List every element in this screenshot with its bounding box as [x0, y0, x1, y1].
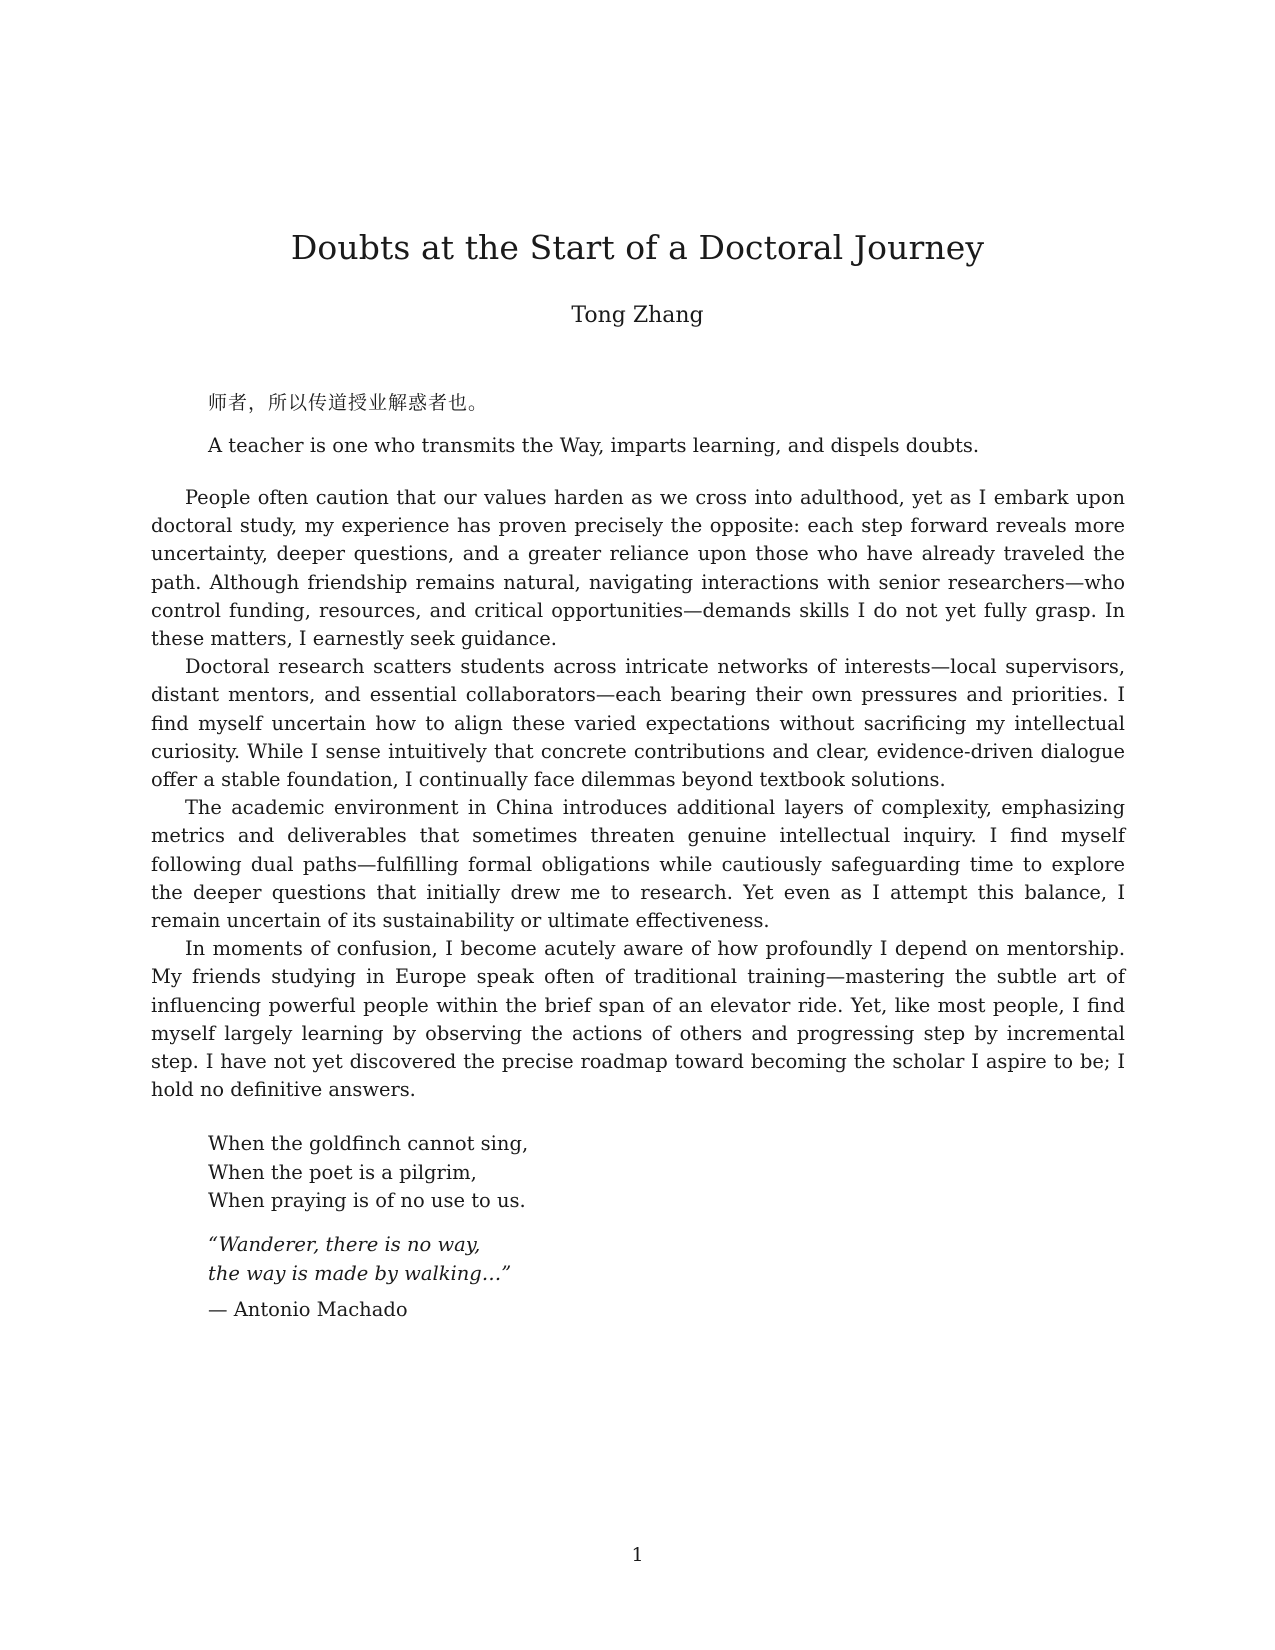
epigraph-chinese: 师者，所以传道授业解惑者也。 — [208, 392, 489, 414]
quote-line: the way is made by walking…” — [208, 1262, 512, 1285]
paragraph: Doctoral research scatters students across intricate networks of interests—local supervisors, distant mentors, and essential collaborators—each bearing their own pressures and priorities. I find myself uncertain how to align these varied expectations without sacrificing my intellectual curiosity. While I sense intuitively that concrete contributions and clear, evidence-driven dialogue offer a stable foundation, I continually face dilemmas beyond textbook solutions. — [151, 655, 1125, 792]
author-name: Tong Zhang — [571, 303, 704, 328]
document-title: Doubts at the Start of a Doctoral Journey — [290, 228, 985, 267]
poem — [208, 1130, 908, 1216]
machado-quote — [208, 1230, 511, 1288]
epigraph — [208, 388, 1108, 460]
paragraph: The academic environment in China introduces additional layers of complexity, emphasizing metrics and deliverables that sometimes threaten genuine intellectual inquiry. I find myself following dual paths—fulfilling formal obligations while cautiously safeguarding time to explore the deeper questions that initially drew me to research. Yet even as I attempt this balance, I remain uncertain of its sustainability or ultimate effectiveness. — [151, 796, 1125, 933]
page-number: 1 — [631, 1544, 644, 1566]
poem-line: When praying is of no use to us. — [208, 1189, 526, 1212]
quote-line: “Wanderer, there is no way, — [208, 1233, 481, 1256]
paragraph: People often caution that our values harden as we cross into adulthood, yet as I embark upon doctoral study, my experience has proven precisely the opposite: each step forward reveals more uncertainty, deeper questions, and a greater reliance upon those who have already traveled the path. Although friendship remains natural, navigating interactions with senior researchers—who control funding, resources, and critical opportunities—demands skills I do not yet fully grasp. In these matters, I earnestly seek guidance. — [151, 486, 1125, 651]
poem-line: When the poet is a pilgrim, — [208, 1160, 477, 1184]
body-text — [151, 484, 1125, 1104]
epigraph-english: A teacher is one who transmits the Way, imparts learning, and dispels doubts. — [208, 434, 980, 457]
paragraph: In moments of confusion, I become acutely aware of how profoundly I depend on mentorship. My friends studying in Europe speak often of traditional training—mastering the subtle art of influencing powerful people within the brief span of an elevator ride. Yet, like most people, I find myself largely learning by observing the actions of others and progressing step by incremental step. I have not yet discovered the precise roadmap toward becoming the scholar I aspire to be; I hold no definitive answers. — [151, 937, 1125, 1102]
poem-line: When the goldfinch cannot sing, — [208, 1132, 529, 1155]
quote-attribution: — Antonio Machado — [208, 1298, 408, 1321]
